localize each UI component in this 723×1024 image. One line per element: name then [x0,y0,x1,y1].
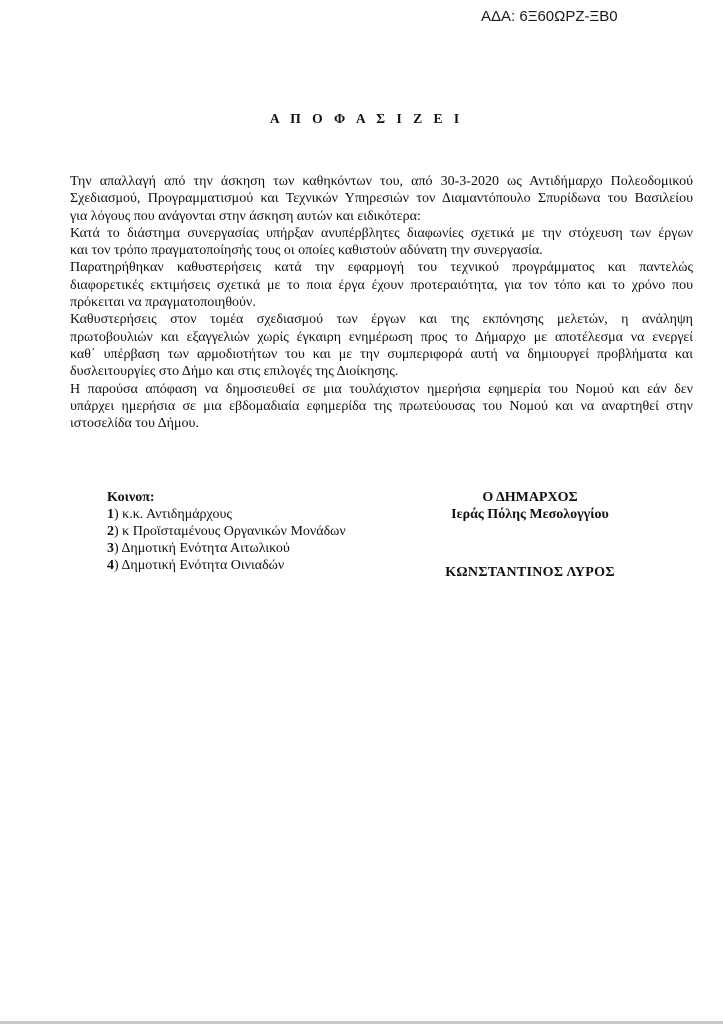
cc-item-text: ) Δημοτική Ενότητα Οινιαδών [114,558,285,573]
cc-item-number: 1 [107,507,114,522]
body-line: Κατά το διάστημα συνεργασίας υπήρξαν ανυπέρβλητες διαφωνίες σχετικά με την στόχευση των έργων [70,225,693,241]
body-line: Την απαλλαγή από την άσκηση των καθηκόντων του, από 30-3-2020 ως Αντιδήμαρχο Πολεοδομικού [70,174,693,189]
signature-title: Ο ΔΗΜΑΡΧΟΣ [482,490,578,505]
body-line: Η παρούσα απόφαση να δημοσιευθεί σε μια τουλάχιστον ημερήσια εφημερία του Νομού και εάν δεν [70,381,693,397]
cc-item [107,506,346,523]
body-line: Καθυστερήσεις στον τομέα σχεδιασμού των έργων και της εκπόνησης μελετών, η ανάληψη [70,312,693,328]
body-line: διαφορετικές εκτιμήσεις σχετικά με το ποια έργα έχουν προτεραιότητα, για τον τόπο και το χρόνο που [70,277,693,293]
cc-item-text: ) κ.κ. Αντιδημάρχους [114,507,232,522]
cc-item-text: ) κ Προϊσταμένους Οργανικών Μονάδων [114,524,346,539]
decision-body [70,173,693,432]
cc-item [107,523,346,540]
decision-heading: Α Π Ο Φ Α Σ Ι Ζ Ε Ι [269,111,464,126]
signature-subtitle: Ιεράς Πόλης Μεσολογγίου [451,507,609,522]
body-line: πρωτοβουλιών και εξαγγελιών χωρίς έγκαιρη ενημέρωση προς το Δήμαρχο με αποτέλεσμα να ενεργεί [70,329,693,345]
cc-list [107,489,346,574]
body-line: καθ΄ υπέρβαση των αρμοδιοτήτων του και με την συμπεριφορά αυτή να δημιουργεί προβλήματα και [70,346,693,362]
cc-item [107,557,346,574]
body-line: ιστοσελίδα του Δήμου. [70,416,199,432]
body-line: Σχεδιασμού, Προγραμματισμού και Τεχνικών Υπηρεσιών τον Διαμαντόπουλο Σπυρίδωνα του Βασιλείου [70,191,693,207]
cc-item [107,540,346,557]
cc-item-number: 2 [107,524,114,539]
body-line: και τον τρόπο πραγματοποίησής τους οι οποίες καθιστούν αδύνατη την συνεργασία. [70,243,543,259]
body-line: πρόκειται να πραγματοποιηθούν. [70,295,256,311]
cc-item-number: 4 [107,558,114,573]
signatory-name: ΚΩΝΣΤΑΝΤΙΝΟΣ ΛΥΡΟΣ [445,565,615,580]
body-line: για λόγους που ανάγονται στην άσκηση αυτών και ειδικότερα: [70,208,421,224]
body-line: δυσλειτουργίες στο Δήμο και στις επιλογές της Διοίκησης. [70,364,399,380]
cc-item-text: ) Δημοτική Ενότητα Αιτωλικού [114,541,290,556]
cc-item-number: 3 [107,541,114,556]
body-line: υπάρχει ημερήσια σε μια εβδομαδιαία εφημερίδα της πρωτεύουσας του Νομού και να αναρτηθεί στην [70,398,693,414]
body-line: Παρατηρήθηκαν καθυστερήσεις κατά την εφαρμογή του τεχνικού προγράμματος και παντελώς [70,260,693,276]
cc-title: Κοινοπ: [107,490,155,505]
ada-code: ΑΔΑ: 6Ξ60ΩΡΖ-ΞΒ0 [481,8,618,25]
signature-block [430,489,630,581]
